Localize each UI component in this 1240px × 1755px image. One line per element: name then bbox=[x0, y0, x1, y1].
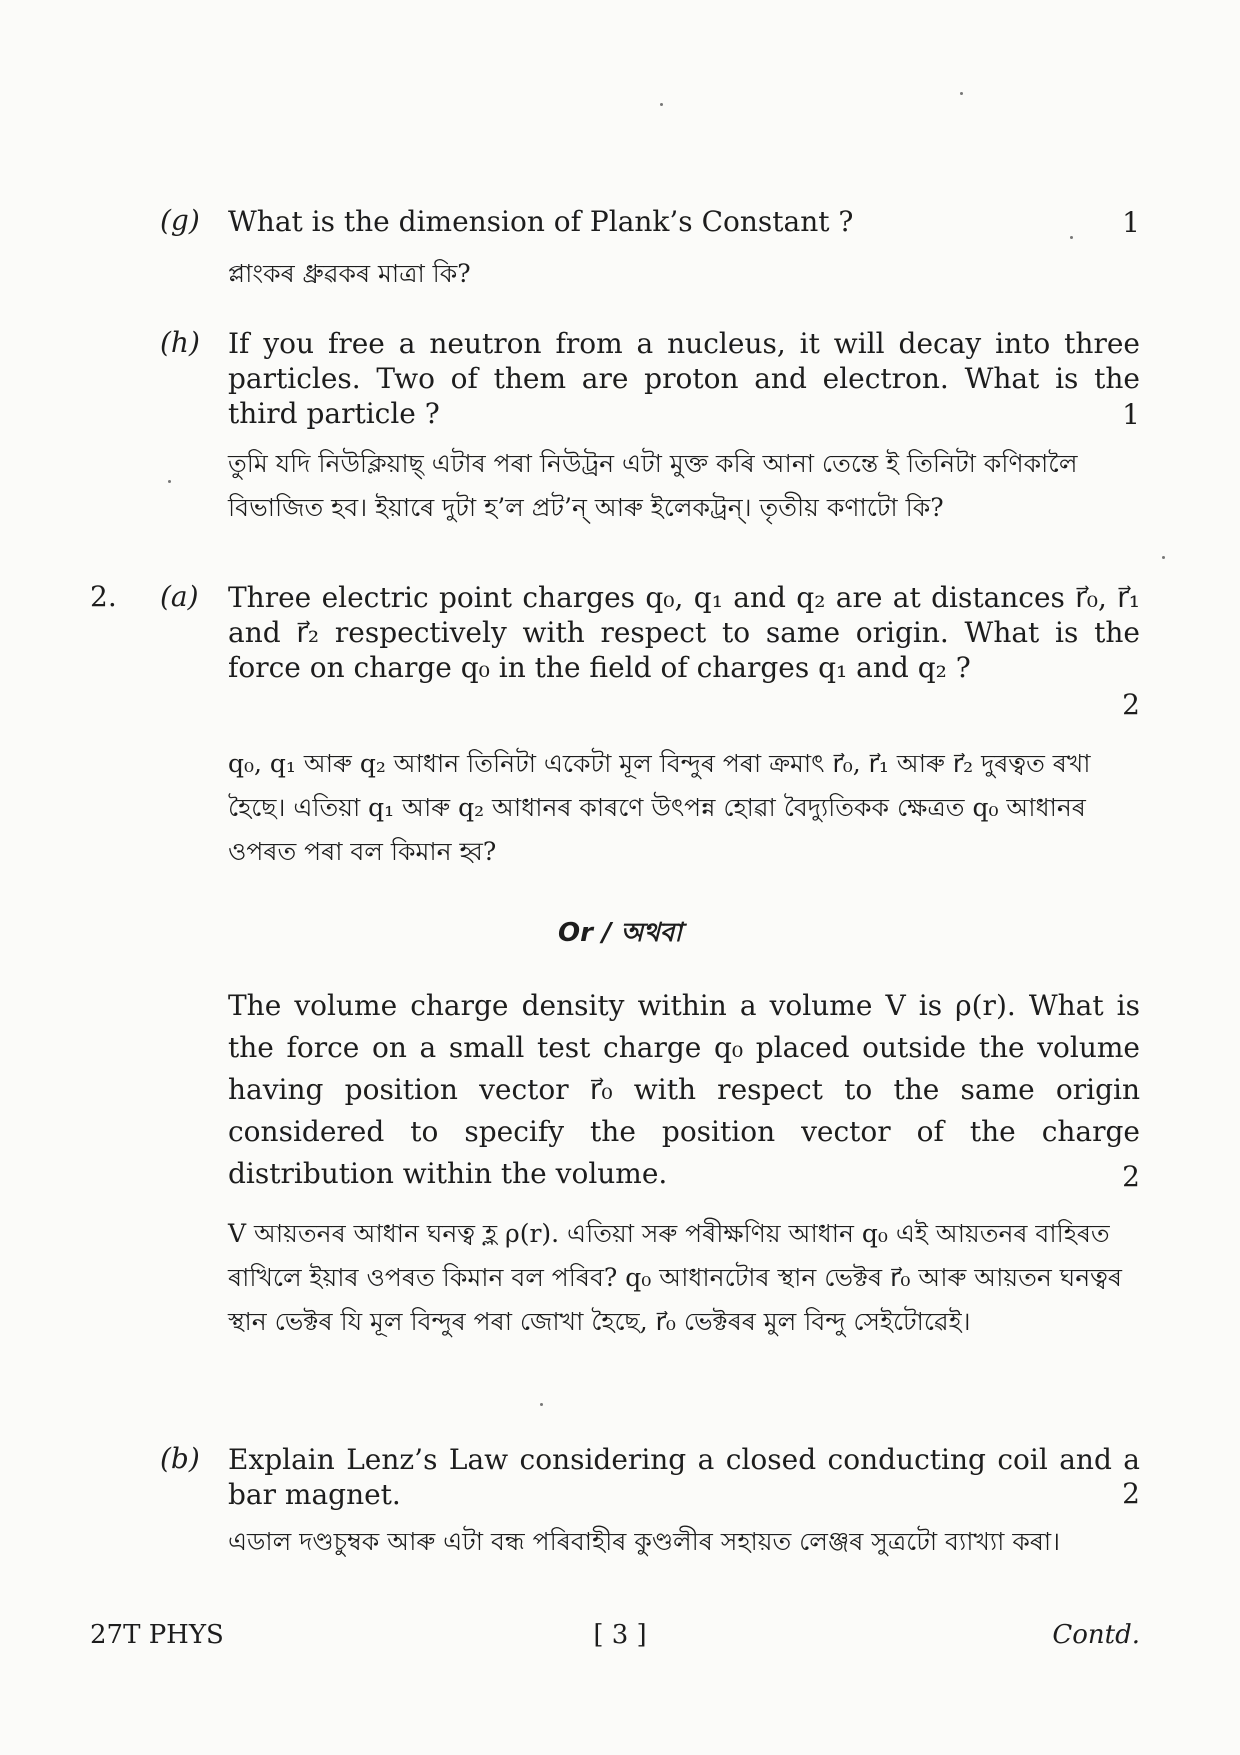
question-2b-assamese: এডাল দণ্ডচুম্বক আৰু এটা বন্ধ পৰিবাহীৰ কুণ্ডলীৰ সহায়ত লেঞ্জৰ সুত্ৰটো ব্যাখ্যা কৰা। bbox=[228, 1527, 1061, 1556]
page-number: [ 3 ] bbox=[593, 1620, 647, 1650]
scan-speck bbox=[1162, 556, 1165, 559]
question-2a-text: Three electric point charges q₀, q₁ and q₂ are at distances r⃗₀, r⃗₁ and r⃗₂ respectively with respect to same origin. What is the force on charge q₀ in the field of charges q₁ and q₂ ? bbox=[228, 581, 1140, 684]
question-2b-text: Explain Lenz’s Law considering a closed conducting coil and a bar magnet. bbox=[228, 1443, 1140, 1511]
question-h-label: (h) bbox=[160, 326, 200, 359]
question-2b-label: (b) bbox=[160, 1442, 200, 1475]
question-2a-label: (a) bbox=[160, 580, 199, 613]
question-h-text: If you free a neutron from a nucleus, it will decay into three particles. Two of them are proton and electron. What is the third particle ? bbox=[228, 327, 1140, 430]
question-g-assamese: প্লাংকৰ ধ্ৰুৱকৰ মাত্ৰা কি? bbox=[228, 259, 471, 288]
question-g-label: (g) bbox=[160, 204, 200, 237]
or-heading: Or / অথবা bbox=[558, 918, 682, 948]
question-2a-assamese: q₀, q₁ আৰু q₂ আধান তিনিটা একেটা মূল বিন্দুৰ পৰা ক্ৰমাৎ r⃗₀, r⃗₁ আৰু r⃗₂ দুৰত্বত ৰখা হৈছে। এতিয়া q₁ আৰু q₂ আধানৰ কাৰণে উৎপন্ন হোৱা বৈদ্যুতিকক ক্ষেত্ৰত q₀ আধানৰ ওপৰত পৰা বল কিমান হ্ব? bbox=[228, 749, 1091, 866]
contd-label: Contd. bbox=[1052, 1620, 1140, 1650]
question-h-assamese: তুমি যদি নিউক্লিয়াছ্ এটাৰ পৰা নিউট্ৰন এটা মুক্ত কৰি আনা তেন্তে ই তিনিটা কণিকালৈ বিভাজিত হব। ইয়াৰে দুটা হ’ল প্ৰট’ন্ আৰু ইলেকট্ৰন্। তৃতীয় কণাটো কি? bbox=[228, 449, 1078, 522]
question-2a-or-assamese: V আয়তনৰ আধান ঘনত্ব হ্ল ρ(r). এতিয়া সৰু পৰীক্ষণিয় আধান q₀ এই আয়তনৰ বাহিৰত ৰাখিলে ইয়াৰ ওপৰত কিমান বল পৰিব? q₀ আধানটোৰ স্থান ভেক্টৰ r⃗₀ আৰু আয়তন ঘনত্বৰ স্থান ভেক্টৰ যি মূল বিন্দুৰ পৰা জোখা হৈছে, r⃗₀ ভেক্টৰৰ মুল বিন্দু সেইটোৱেই। bbox=[228, 1219, 1122, 1336]
question-2a-marks: 2 bbox=[1122, 688, 1140, 721]
question-2-number: 2. bbox=[90, 580, 117, 613]
scan-speck bbox=[660, 103, 663, 106]
question-g-text: What is the dimension of Plank’s Constant ? bbox=[228, 205, 854, 238]
question-g-marks: 1 bbox=[1122, 206, 1140, 239]
question-2a-or-marks: 2 bbox=[1122, 1160, 1140, 1193]
question-2a-or-text: The volume charge density within a volume V is ρ(r). What is the force on a small test charge q₀ placed outside the volume having position vector r⃗₀ with respect to the same origin considered to specify the position vector of the charge distribution within the volume. bbox=[228, 989, 1140, 1190]
scan-speck bbox=[960, 92, 963, 95]
scan-speck bbox=[168, 480, 171, 483]
question-h-marks: 1 bbox=[1122, 398, 1140, 431]
paper-code: 27T PHYS bbox=[90, 1620, 224, 1650]
question-2b-marks: 2 bbox=[1122, 1477, 1140, 1510]
scan-speck bbox=[540, 1403, 543, 1406]
